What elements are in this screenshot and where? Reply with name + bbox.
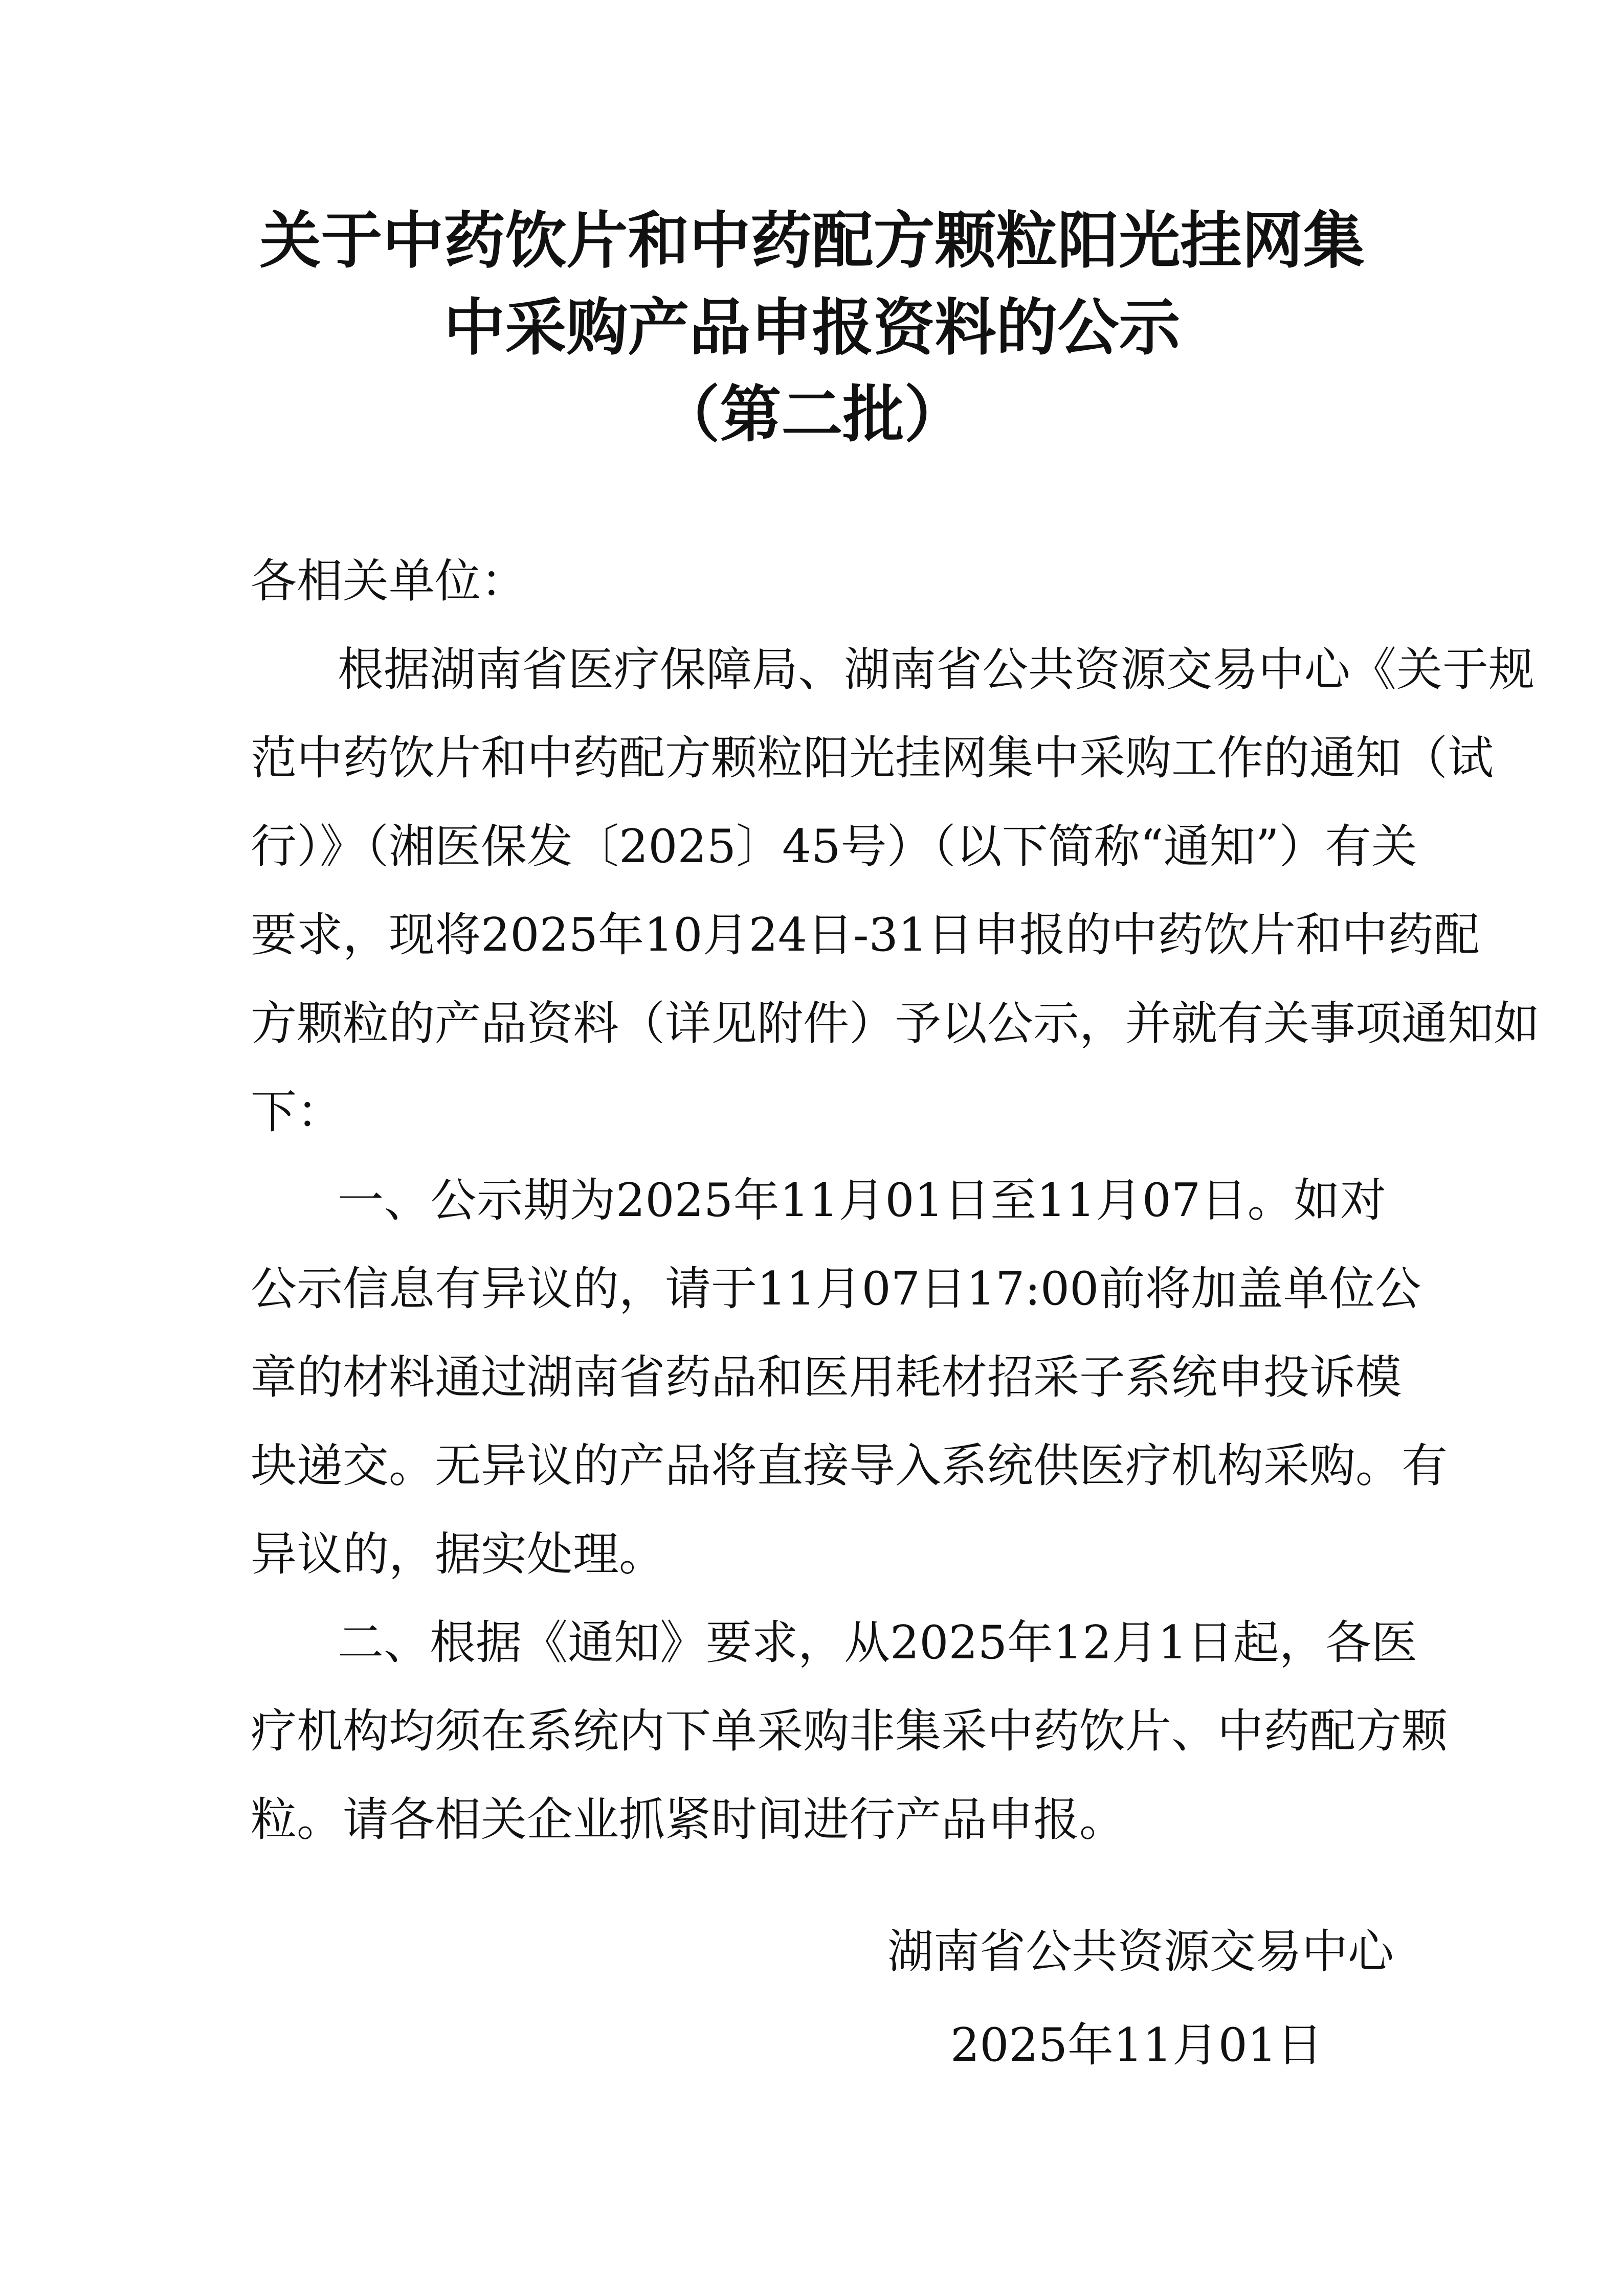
signature-organization: 湖南省公共资源交易中心 [887,1925,1394,1978]
paragraph-1-line-3: 行）》（湘医保发〔2025〕45号）（以下简称“通知”）有关 [251,820,1417,873]
paragraph-2-line-1: 一、公示期为2025年11月01日至11月07日。如对 [338,1174,1386,1227]
paragraph-1-line-2: 范中药饮片和中药配方颗粒阳光挂网集中采购工作的通知（试 [251,731,1494,785]
paragraph-1-line-1: 根据湖南省医疗保障局、湖南省公共资源交易中心《关于规 [338,643,1534,696]
signature-date: 2025年11月01日 [950,2018,1323,2072]
paragraph-3-line-2: 疗机构均须在系统内下单采购非集采中药饮片、中药配方颗 [251,1704,1448,1758]
title-line-2: 中采购产品申报资料的公示 [443,292,1181,364]
title-line-1: 关于中药饮片和中药配方颗粒阳光挂网集 [259,206,1365,277]
paragraph-1-line-6: 下： [251,1085,343,1139]
paragraph-3-line-1: 二、根据《通知》要求，从2025年12月1日起，各医 [338,1616,1417,1670]
paragraph-1-line-4: 要求，现将2025年10月24日-31日申报的中药饮片和中药配 [251,908,1480,962]
paragraph-2-line-2: 公示信息有异议的，请于11月07日17:00前将加盖单位公 [251,1262,1421,1316]
paragraph-2-line-5: 异议的，据实处理。 [251,1527,665,1581]
paragraph-3-line-3: 粒。请各相关企业抓紧时间进行产品申报。 [251,1793,1125,1847]
salutation: 各相关单位： [251,554,527,608]
paragraph-2-line-3: 章的材料通过湖南省药品和医用耗材招采子系统申投诉模 [251,1350,1401,1404]
paragraph-1-line-5: 方颗粒的产品资料（详见附件）予以公示，并就有关事项通知如 [251,997,1540,1050]
paragraph-2-line-4: 块递交。无异议的产品将直接导入系统供医疗机构采购。有 [251,1439,1448,1493]
title-line-3: （第二批） [658,379,966,451]
